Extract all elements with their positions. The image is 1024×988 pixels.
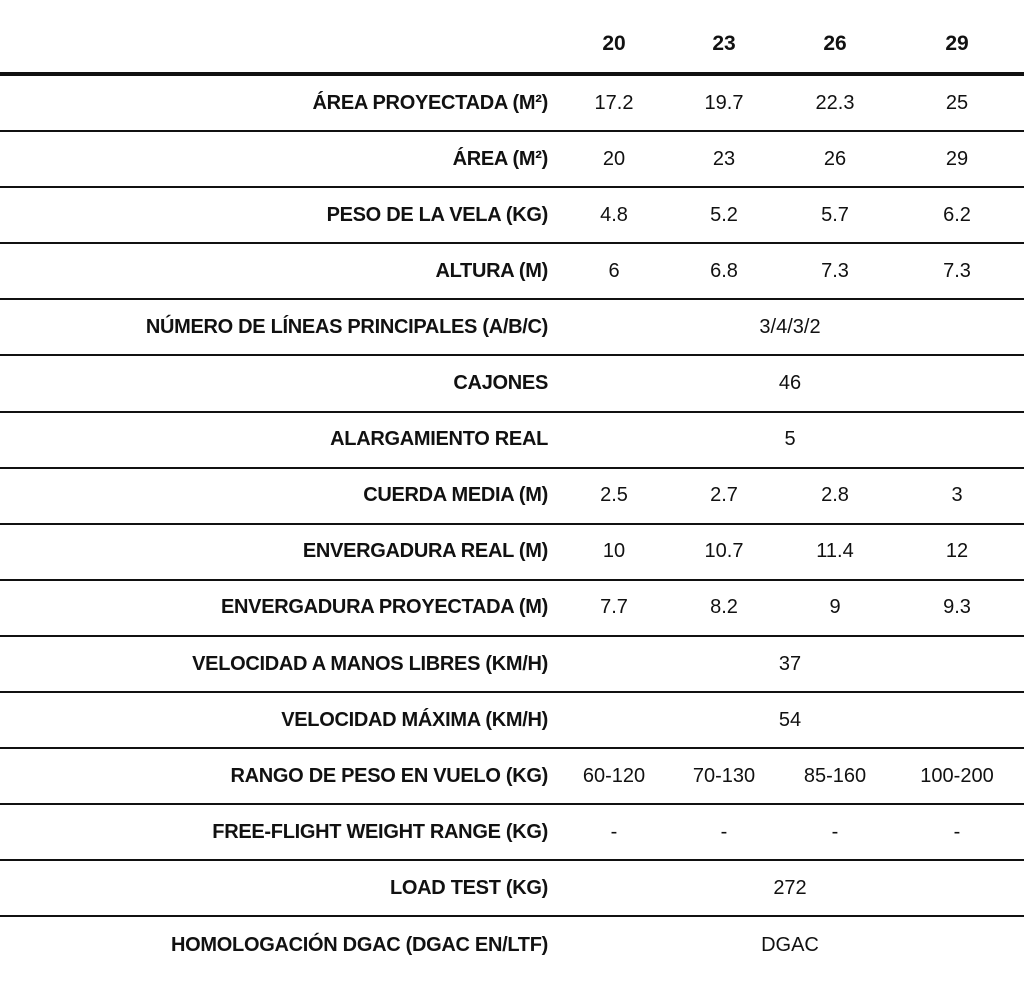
table-row [0,525,1024,581]
value-cell: 9.3 [943,596,971,619]
value-cell: 26 [823,147,847,170]
value-cell: 2.5 [600,484,628,507]
row-label: ÁREA PROYECTADA (M²) [312,91,548,114]
table-row [0,637,1024,693]
row-label: ÁREA (M²) [452,147,548,170]
value-cell: 10 [602,540,626,563]
merged-value-cell: 54 [778,708,802,731]
value-cell: 5.7 [821,203,849,226]
table-row [0,188,1024,244]
size-header: 26 [823,32,847,55]
value-cell: 6.8 [710,259,738,282]
value-cell: 25 [945,91,969,114]
value-cell: 19.7 [704,91,744,114]
merged-value-cell: 46 [778,372,802,394]
value-cell: 4.8 [600,203,628,226]
table-row [0,918,1024,974]
value-cell: 7.3 [821,259,849,282]
table-row [0,357,1024,413]
row-label: ENVERGADURA PROYECTADA (M) [220,596,548,619]
value-cell: 5.2 [710,203,738,226]
table-row [0,693,1024,749]
table-row [0,244,1024,300]
row-label: RANGO DE PESO EN VUELO (KG) [230,764,548,787]
merged-value-cell: 3/4/3/2 [759,315,821,338]
merged-value-cell: 37 [778,652,802,675]
value-cell: 70-130 [692,764,756,787]
merged-value-cell: DGAC [761,934,819,956]
value-cell: 100-200 [920,764,994,787]
row-label: NÚMERO DE LÍNEAS PRINCIPALES (A/B/C) [145,315,548,338]
value-cell: 7.7 [600,596,628,619]
row-label: ALARGAMIENTO REAL [330,428,548,451]
value-cell: 2.7 [710,484,738,507]
table-row [0,581,1024,637]
size-header: 29 [945,32,969,55]
row-label: VELOCIDAD A MANOS LIBRES (KM/H) [192,652,548,675]
table-row [0,749,1024,805]
row-label: LOAD TEST (KG) [389,876,548,899]
row-label: ENVERGADURA REAL (M) [302,540,548,563]
table-row [0,132,1024,188]
value-cell: 29 [945,147,969,170]
value-cell: 12 [945,540,969,563]
table-header-row [0,0,1024,76]
value-cell: 3 [951,484,963,507]
row-label: ALTURA (M) [435,259,548,282]
value-cell: 9 [829,596,841,619]
merged-value-cell: 5 [784,428,796,451]
row-label: CUERDA MEDIA (M) [363,484,548,507]
table-row [0,76,1024,132]
value-cell: 7.3 [943,259,971,282]
row-label: CAJONES [453,372,548,394]
value-cell: 8.2 [710,596,738,619]
value-cell: - [953,820,961,843]
value-cell: 23 [712,147,736,170]
value-cell: 85-160 [803,764,867,787]
value-cell: 11.4 [816,540,854,563]
value-cell: 22.3 [815,91,855,114]
row-label: FREE-FLIGHT WEIGHT RANGE (KG) [212,820,548,843]
size-header: 23 [712,32,736,55]
table-row [0,861,1024,917]
row-label: HOMOLOGACIÓN DGAC (DGAC EN/LTF) [171,934,548,956]
row-label: VELOCIDAD MÁXIMA (KM/H) [281,708,548,731]
value-cell: 6 [608,259,620,282]
table-row [0,413,1024,469]
row-label: PESO DE LA VELA (KG) [326,203,548,226]
table-row [0,300,1024,356]
merged-value-cell: 272 [773,876,807,899]
table-row [0,805,1024,861]
size-header: 20 [602,32,626,55]
value-cell: 17.2 [594,91,634,114]
value-cell: 10.7 [704,540,744,563]
value-cell: 6.2 [943,203,971,226]
value-cell: 20 [602,147,626,170]
value-cell: - [720,820,728,843]
value-cell: 2.8 [821,484,849,507]
value-cell: - [831,820,839,843]
value-cell: - [610,820,618,843]
value-cell: 60-120 [582,764,646,787]
table-row [0,469,1024,525]
